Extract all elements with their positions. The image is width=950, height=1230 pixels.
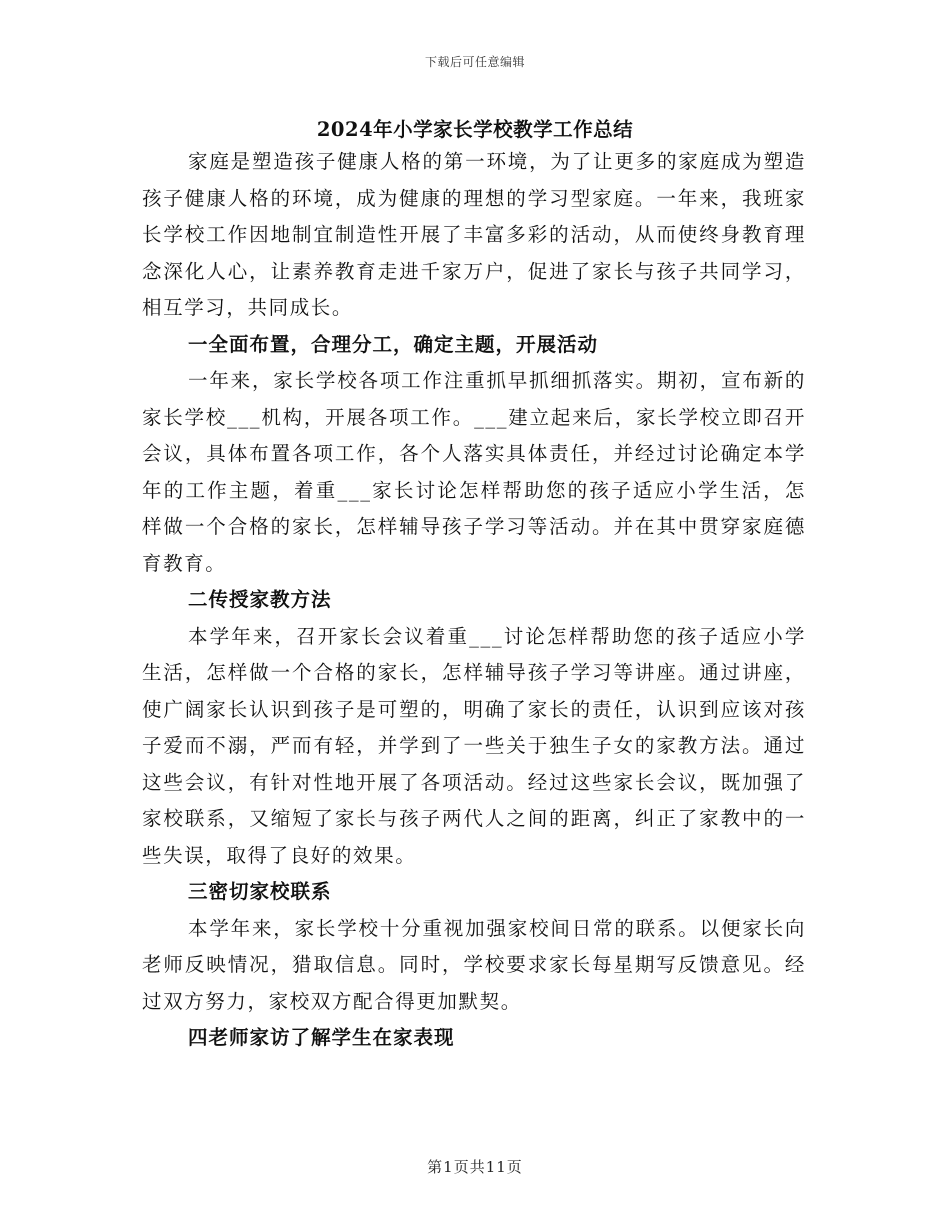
section-3-paragraph: 本学年来，家长学校十分重视加强家校间日常的联系。以便家长向老师反映情况，猎取信息。同时，学校要求家长每星期写反馈意见。经过双方努力，家校双方配合得更加默契。 xyxy=(142,916,806,1013)
section-1-paragraph: 一年来，家长学校各项工作注重抓早抓细抓落实。期初，宣布新的家长学校___机构，开展各项工作。___建立起来后，家长学校立即召开会议，具体布置各项工作，各个人落实具体责任，并经过讨论确定本学年的工作主题，着重___家长讨论怎样帮助您的孩子适应小学生活，怎样做一个合格的家长，怎样辅导孩子学习等活动。并在其中贯穿家庭德育教育。 xyxy=(142,369,806,575)
section-heading-1: 一全面布置，合理分工，确定主题，开展活动 xyxy=(188,332,599,356)
section-2-paragraph: 本学年来，召开家长会议着重___讨论怎样帮助您的孩子适应小学生活，怎样做一个合格的家长，怎样辅导孩子学习等讲座。通过讲座，使广阔家长认识到孩子是可塑的，明确了家长的责任，认识到应该对孩子爱而不溺，严而有轻，并学到了一些关于独生子女的家教方法。通过这些会议，有针对性地开展了各项活动。经过这些家长会议，既加强了家校联系，又缩短了家长与孩子两代人之间的距离，纠正了家教中的一些失误，取得了良好的效果。 xyxy=(142,624,806,867)
section-heading-2: 二传授家教方法 xyxy=(188,588,332,611)
document-body xyxy=(142,144,806,1057)
page-number-footer: 第1页共11页 xyxy=(427,1158,523,1176)
document-title: 2024年小学家长学校教学工作总结 xyxy=(316,118,634,141)
intro-paragraph: 家庭是塑造孩子健康人格的第一环境，为了让更多的家庭成为塑造孩子健康人格的环境，成为健康的理想的学习型家庭。一年来，我班家长学校工作因地制宜制造性开展了丰富多彩的活动，从而使终身教育理念深化人心，让素养教育走进千家万户，促进了家长与孩子共同学习，相互学习，共同成长。 xyxy=(142,150,806,319)
section-heading-3: 三密切家校联系 xyxy=(188,880,332,903)
section-heading-4: 四老师家访了解学生在家表现 xyxy=(188,1026,455,1049)
header-note: 下载后可任意编辑 xyxy=(424,55,525,69)
